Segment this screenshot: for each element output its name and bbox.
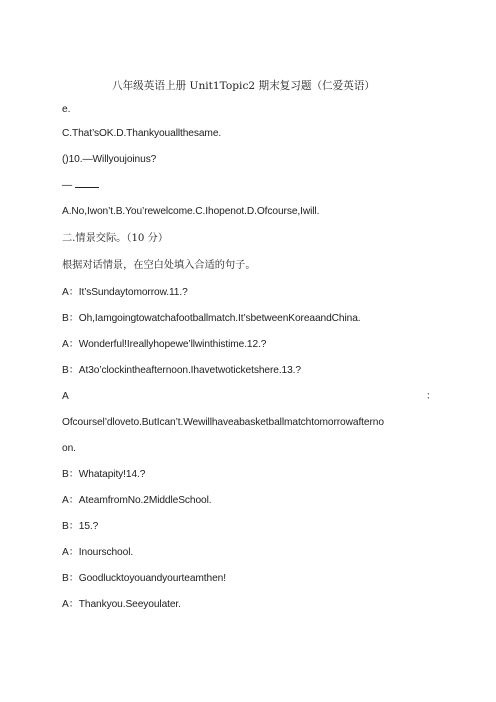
dialogue-line: A：AteamfromNo.2MiddleSchool. <box>62 495 212 506</box>
question-10: ()10.—Willyoujoinus? <box>62 154 157 165</box>
dialogue-line: Ofcoursel’dloveto.ButIcan’t.Wewillhaveabasketballmatchtomorrowafterno <box>62 417 384 428</box>
dialogue-line: B：Goodlucktoyouandyourteamthen! <box>62 573 226 584</box>
section-heading: 二.情景交际。（10 分） <box>62 233 169 244</box>
dialogue-line: B：At3o’clockintheafternoon.Ihavetwoticketshere.13.? <box>62 365 301 376</box>
dialogue-line: A：Wonderful!Ireallyhopewe’llwinthistime.12.? <box>62 339 267 350</box>
dialogue-line: on. <box>62 443 76 454</box>
section-instruction: 根据对话情景，在空白处填入合适的句子。 <box>62 260 256 271</box>
answer-options: A.No,Iwon’t.B.You’rewelcome.C.Ihopenot.D.Ofcourse,Iwill. <box>62 206 320 217</box>
dialogue-line: A：It’sSundaytomorrow.11.? <box>62 287 188 298</box>
dialogue-line: B：15.? <box>62 521 99 532</box>
speaker-label: A <box>62 391 69 402</box>
dialogue-line: B：Whatapity!14.? <box>62 469 146 480</box>
dialogue-line: A：Inourschool. <box>62 547 134 558</box>
speaker-colon: ： <box>426 391 437 402</box>
answer-blank <box>75 179 99 188</box>
answer-blank-line <box>62 179 99 193</box>
answer-options: C.That’sOK.D.Thankyouallthesame. <box>62 128 222 139</box>
dialogue-line: B：Oh,Iamgoingtowatchafootballmatch.It’sbetweenKoreaandChina. <box>62 313 361 324</box>
dialogue-line <box>62 390 437 404</box>
dash-prefix: — <box>62 180 73 191</box>
text-line: e. <box>62 104 71 115</box>
document-title: 八年级英语上册 Unit1Topic2 期末复习题（仁爱英语） <box>112 80 376 92</box>
dialogue-line: A：Thankyou.Seeyoulater. <box>62 599 181 610</box>
